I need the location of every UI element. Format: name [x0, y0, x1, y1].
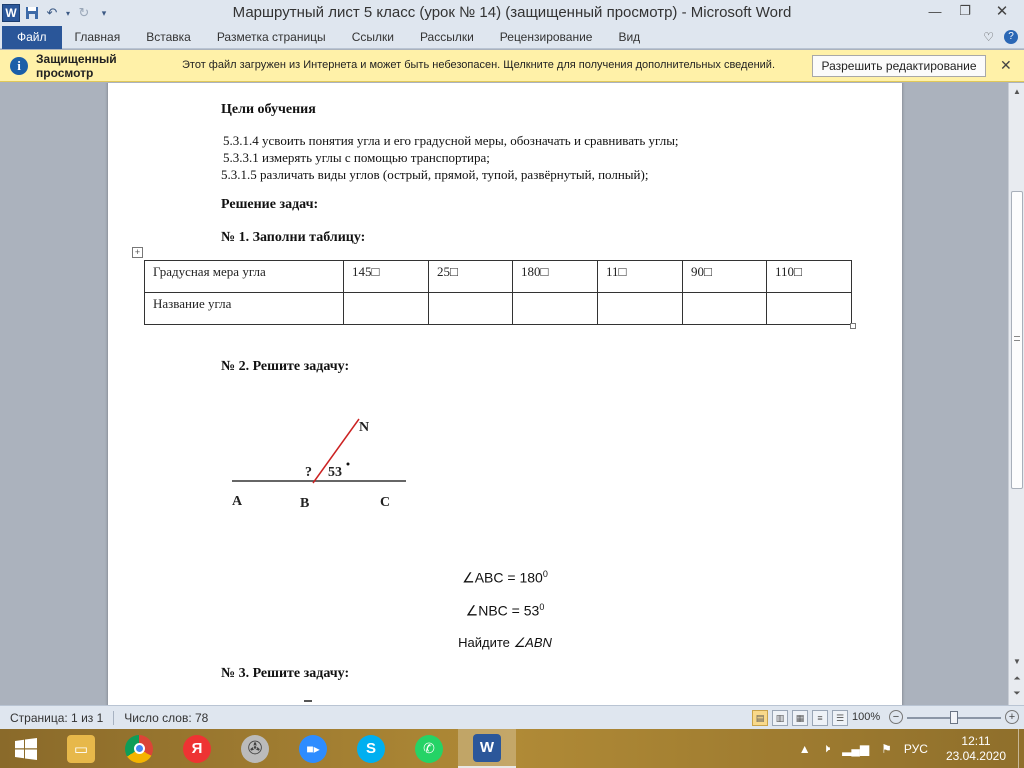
minimize-ribbon-icon[interactable]: ♡ — [983, 30, 994, 44]
label-b: B — [300, 496, 310, 511]
zoom-out-icon[interactable]: − — [889, 710, 903, 724]
tab-file[interactable]: Файл — [2, 26, 62, 49]
table-cell[interactable] — [513, 293, 598, 325]
chrome-app[interactable] — [110, 729, 168, 768]
degree-dot — [347, 463, 350, 466]
missing-glyph-icon: □ — [371, 264, 380, 279]
web-layout-icon[interactable]: ▦ — [792, 710, 808, 726]
scroll-down-icon[interactable]: ▼ — [1013, 656, 1021, 666]
tab-page-layout[interactable]: Разметка страницы — [216, 29, 326, 44]
windows-icon — [14, 737, 38, 761]
status-bar — [0, 705, 1024, 729]
word-icon: W — [473, 734, 501, 762]
skype-icon: S — [357, 735, 385, 763]
find-value: ∠ABN — [513, 635, 552, 650]
angles-table — [144, 260, 852, 325]
table-cell[interactable] — [683, 261, 767, 293]
table-cell[interactable] — [513, 261, 598, 293]
missing-glyph-icon: □ — [794, 264, 802, 279]
whatsapp-app[interactable] — [400, 729, 458, 768]
table-cell[interactable] — [767, 261, 852, 293]
table-cell[interactable]: Градусная мера угла — [145, 261, 344, 293]
equation-abc — [108, 569, 902, 587]
quick-access-toolbar — [0, 4, 130, 22]
media-player-app[interactable] — [226, 729, 284, 768]
taskbar — [0, 729, 1024, 768]
scrollbar-thumb[interactable] — [1011, 191, 1023, 489]
zoom-in-icon[interactable]: + — [1005, 710, 1019, 724]
tab-review[interactable]: Рецензирование — [499, 29, 593, 44]
full-screen-reading-icon[interactable]: ▥ — [772, 710, 788, 726]
zoom-level[interactable]: 100% — [852, 711, 881, 723]
folder-icon: ▭ — [67, 735, 95, 763]
clock-date: 23.04.2020 — [945, 748, 1006, 763]
title-bar — [0, 0, 1024, 26]
tab-references[interactable]: Ссылки — [351, 29, 394, 44]
yandex-browser-app[interactable] — [168, 729, 226, 768]
clock-time: 12:11 — [961, 733, 991, 748]
table-cell[interactable] — [767, 293, 852, 325]
find-prefix: Найдите — [458, 635, 514, 650]
table-move-handle-icon[interactable]: + — [132, 247, 143, 258]
table-row — [145, 293, 852, 325]
label-c: C — [380, 495, 391, 510]
ribbon-right-controls — [983, 30, 1018, 44]
file-explorer-app[interactable] — [52, 729, 110, 768]
undo-dropdown-icon[interactable]: ▾ — [65, 8, 70, 18]
degree-value: 25 — [437, 264, 450, 279]
table-row — [145, 261, 852, 293]
whatsapp-icon: ✆ — [415, 735, 443, 763]
degree-value: 180 — [521, 264, 541, 279]
degree-value: 11 — [606, 264, 619, 279]
degree-superscript: 0 — [539, 602, 545, 612]
vertical-scrollbar[interactable] — [1008, 83, 1024, 705]
label-a: A — [232, 494, 243, 509]
table-cell[interactable]: Название угла — [145, 293, 344, 325]
window-title: Маршрутный лист 5 класс (урок № 14) (защищенный просмотр) - Microsoft Word — [232, 4, 792, 21]
task3-heading: № 3. Решите задачу: — [221, 666, 350, 681]
missing-glyph-icon: □ — [450, 264, 458, 279]
network-icon[interactable]: ▂▄▆ — [842, 741, 870, 756]
yandex-icon: Я — [183, 735, 211, 763]
tab-view[interactable]: Вид — [618, 29, 641, 44]
equation-abc-text: ∠ABC = 180 — [462, 569, 543, 586]
document-page[interactable] — [108, 83, 902, 705]
degree-superscript: 0 — [542, 569, 548, 579]
protected-view-message[interactable]: Этот файл загружен из Интернета и может быть небезопасен. Щелкните для получения дополнительных сведений. — [182, 59, 775, 71]
goal-item: 5.3.1.4 усвоить понятия угла и его градусной меры, обозначать и сравнивать углы; — [223, 133, 679, 148]
table-cell[interactable] — [598, 293, 683, 325]
close-icon[interactable]: ✕ — [995, 3, 1009, 20]
goal-item: 5.3.1.5 различать виды углов (острый, прямой, тупой, развёрнутый, полный); — [221, 167, 649, 182]
scroll-up-icon[interactable]: ▲ — [1013, 86, 1021, 96]
flag-icon[interactable]: ⚑ — [881, 741, 892, 756]
word-app[interactable] — [458, 729, 516, 768]
ribbon-tabs — [0, 26, 1024, 49]
chrome-icon — [125, 735, 153, 763]
task1-heading: № 1. Заполни таблицу: — [221, 230, 366, 245]
system-tray — [793, 729, 1024, 768]
film-reel-icon: ✇ — [241, 735, 269, 763]
solve-heading: Решение задач: — [221, 197, 319, 212]
table-cell[interactable] — [344, 261, 429, 293]
show-desktop-button[interactable] — [1018, 729, 1024, 768]
tab-home[interactable]: Главная — [74, 29, 121, 44]
info-icon: i — [10, 57, 28, 75]
label-question: ? — [305, 465, 312, 480]
input-language[interactable]: РУС — [903, 741, 928, 756]
protected-view-title: Защищенный просмотр — [36, 51, 117, 80]
next-page-icon[interactable]: ⏷ — [1013, 687, 1021, 698]
clock[interactable] — [934, 734, 1018, 764]
outline-icon[interactable]: ≡ — [812, 710, 828, 726]
table-cell[interactable] — [429, 261, 513, 293]
word-logo-icon[interactable]: W — [2, 4, 20, 22]
degree-value: 145 — [352, 264, 372, 279]
goal-item: 5.3.3.1 измерять углы с помощью транспортира; — [223, 150, 490, 165]
zoom-slider-thumb[interactable] — [950, 711, 958, 724]
draft-icon[interactable]: ☰ — [832, 710, 848, 726]
equation-nbc-text: ∠NBC = 53 — [465, 602, 540, 619]
tab-mailings[interactable]: Рассылки — [419, 29, 474, 44]
print-layout-icon[interactable]: ▤ — [752, 710, 768, 726]
table-cell[interactable] — [344, 293, 429, 325]
help-icon[interactable]: ? — [1004, 30, 1018, 44]
minimize-icon[interactable]: — — [928, 3, 942, 19]
task2-heading: № 2. Решите задачу: — [221, 359, 350, 374]
degree-value: 110 — [775, 264, 795, 279]
table-cell[interactable] — [429, 293, 513, 325]
angle-figure — [226, 409, 416, 519]
missing-glyph-icon: □ — [618, 264, 627, 279]
word-count[interactable]: Число слов: 78 — [124, 710, 209, 725]
equation-nbc — [108, 602, 902, 620]
grip-icon — [1014, 336, 1020, 341]
previous-page-icon[interactable]: ⏶ — [1013, 672, 1021, 683]
label-angle: 53 — [328, 465, 342, 480]
label-n: N — [359, 420, 370, 435]
volume-icon[interactable]: 🕨 — [822, 741, 831, 755]
table-cell[interactable] — [598, 261, 683, 293]
show-hidden-icons-icon[interactable]: ▲ — [798, 741, 811, 756]
cut-off-text-fragment — [304, 700, 312, 702]
skype-app[interactable] — [342, 729, 400, 768]
restore-icon[interactable]: ❐ — [959, 3, 971, 18]
window-controls — [920, 0, 1024, 22]
protected-view-bar[interactable] — [0, 50, 1024, 82]
enable-editing-button[interactable]: Разрешить редактирование — [812, 55, 986, 77]
table-cell[interactable] — [683, 293, 767, 325]
close-bar-icon[interactable]: ✕ — [1000, 57, 1012, 73]
video-camera-icon: ■▸ — [299, 735, 327, 763]
degree-value: 90 — [691, 264, 704, 279]
missing-glyph-icon: □ — [540, 264, 549, 279]
customize-toolbar-icon[interactable]: ▾ — [101, 7, 107, 18]
save-icon[interactable] — [24, 5, 40, 21]
undo-icon[interactable]: ↶ — [46, 5, 58, 20]
tab-insert[interactable]: Вставка — [146, 29, 191, 44]
find-angle — [108, 635, 902, 651]
document-area[interactable] — [0, 83, 1008, 705]
goals-heading: Цели обучения — [221, 102, 316, 117]
start-button[interactable] — [0, 729, 52, 768]
table-resize-handle[interactable] — [850, 323, 856, 329]
redo-icon[interactable]: ↻ — [78, 5, 90, 20]
view-buttons — [752, 710, 848, 726]
page-count[interactable]: Страница: 1 из 1 — [10, 710, 104, 725]
zoom-app[interactable] — [284, 729, 342, 768]
missing-glyph-icon: □ — [704, 264, 712, 279]
